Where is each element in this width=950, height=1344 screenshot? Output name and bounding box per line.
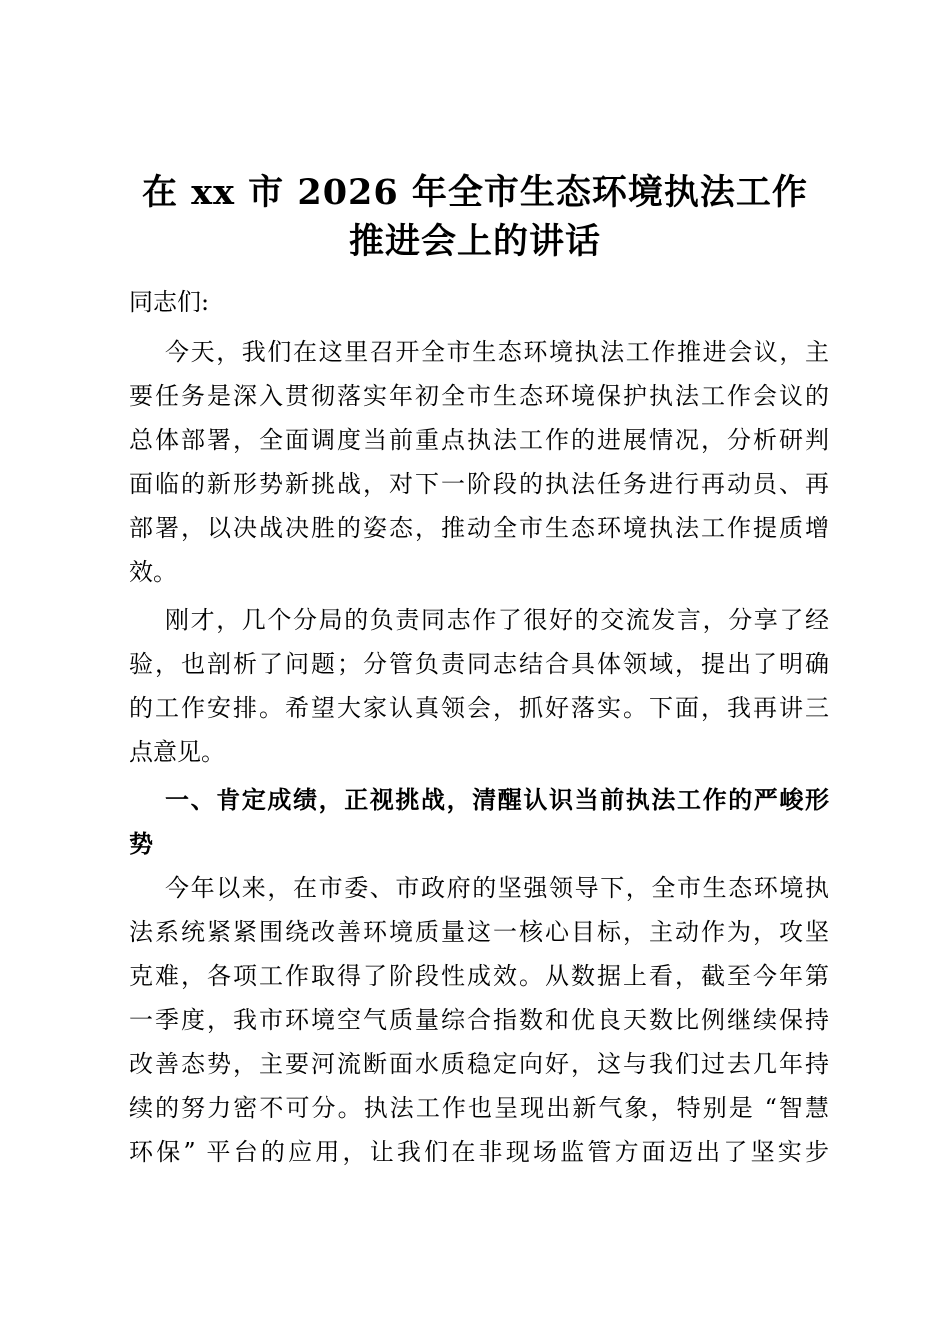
paragraph-3-line: 法系统紧紧围绕改善环境质量这一核心目标，主动作为，攻坚 — [129, 918, 829, 946]
paragraph-1-line: 部署，以决战决胜的姿态，推动全市生态环境执法工作提质增 — [129, 514, 829, 542]
paragraph-3-line: 今年以来，在市委、市政府的坚强领导下，全市生态环境执 — [165, 874, 829, 902]
paragraph-3-line: 环保” 平台的应用，让我们在非现场监管方面迈出了坚实步 — [129, 1138, 829, 1166]
paragraph-2-line: 刚才，几个分局的负责同志作了很好的交流发言，分享了经 — [165, 606, 829, 634]
document-title-line-1: 在 xx 市 2026 年全市生态环境执法工作 — [142, 172, 808, 213]
section-heading-1: 一、肯定成绩，正视挑战，清醒认识当前执法工作的严峻形 — [165, 785, 829, 814]
paragraph-2-line: 点意见。 — [129, 738, 225, 766]
paragraph-1-line: 效。 — [129, 558, 177, 586]
greeting: 同志们: — [129, 288, 210, 316]
paragraph-1-line: 今天，我们在这里召开全市生态环境执法工作推进会议，主 — [165, 338, 829, 366]
paragraph-1-line: 总体部署，全面调度当前重点执法工作的进展情况，分析研判 — [129, 426, 829, 454]
paragraph-3-line: 克难，各项工作取得了阶段性成效。从数据上看，截至今年第 — [129, 962, 829, 990]
paragraph-2-line: 的工作安排。希望大家认真领会，抓好落实。下面，我再讲三 — [129, 694, 829, 722]
paragraph-2-line: 验，也剖析了问题；分管负责同志结合具体领域，提出了明确 — [129, 650, 829, 678]
paragraph-3-line: 一季度，我市环境空气质量综合指数和优良天数比例继续保持 — [129, 1006, 829, 1034]
paragraph-1-line: 要任务是深入贯彻落实年初全市生态环境保护执法工作会议的 — [129, 382, 829, 410]
paragraph-1-line: 面临的新形势新挑战，对下一阶段的执法任务进行再动员、再 — [129, 470, 829, 498]
section-heading-1-continued: 势 — [129, 829, 153, 858]
document-title-line-2: 推进会上的讲话 — [348, 221, 601, 262]
paragraph-3-line: 续的努力密不可分。执法工作也呈现出新气象，特别是 “智慧 — [129, 1094, 829, 1122]
paragraph-3-line: 改善态势，主要河流断面水质稳定向好，这与我们过去几年持 — [129, 1050, 829, 1078]
